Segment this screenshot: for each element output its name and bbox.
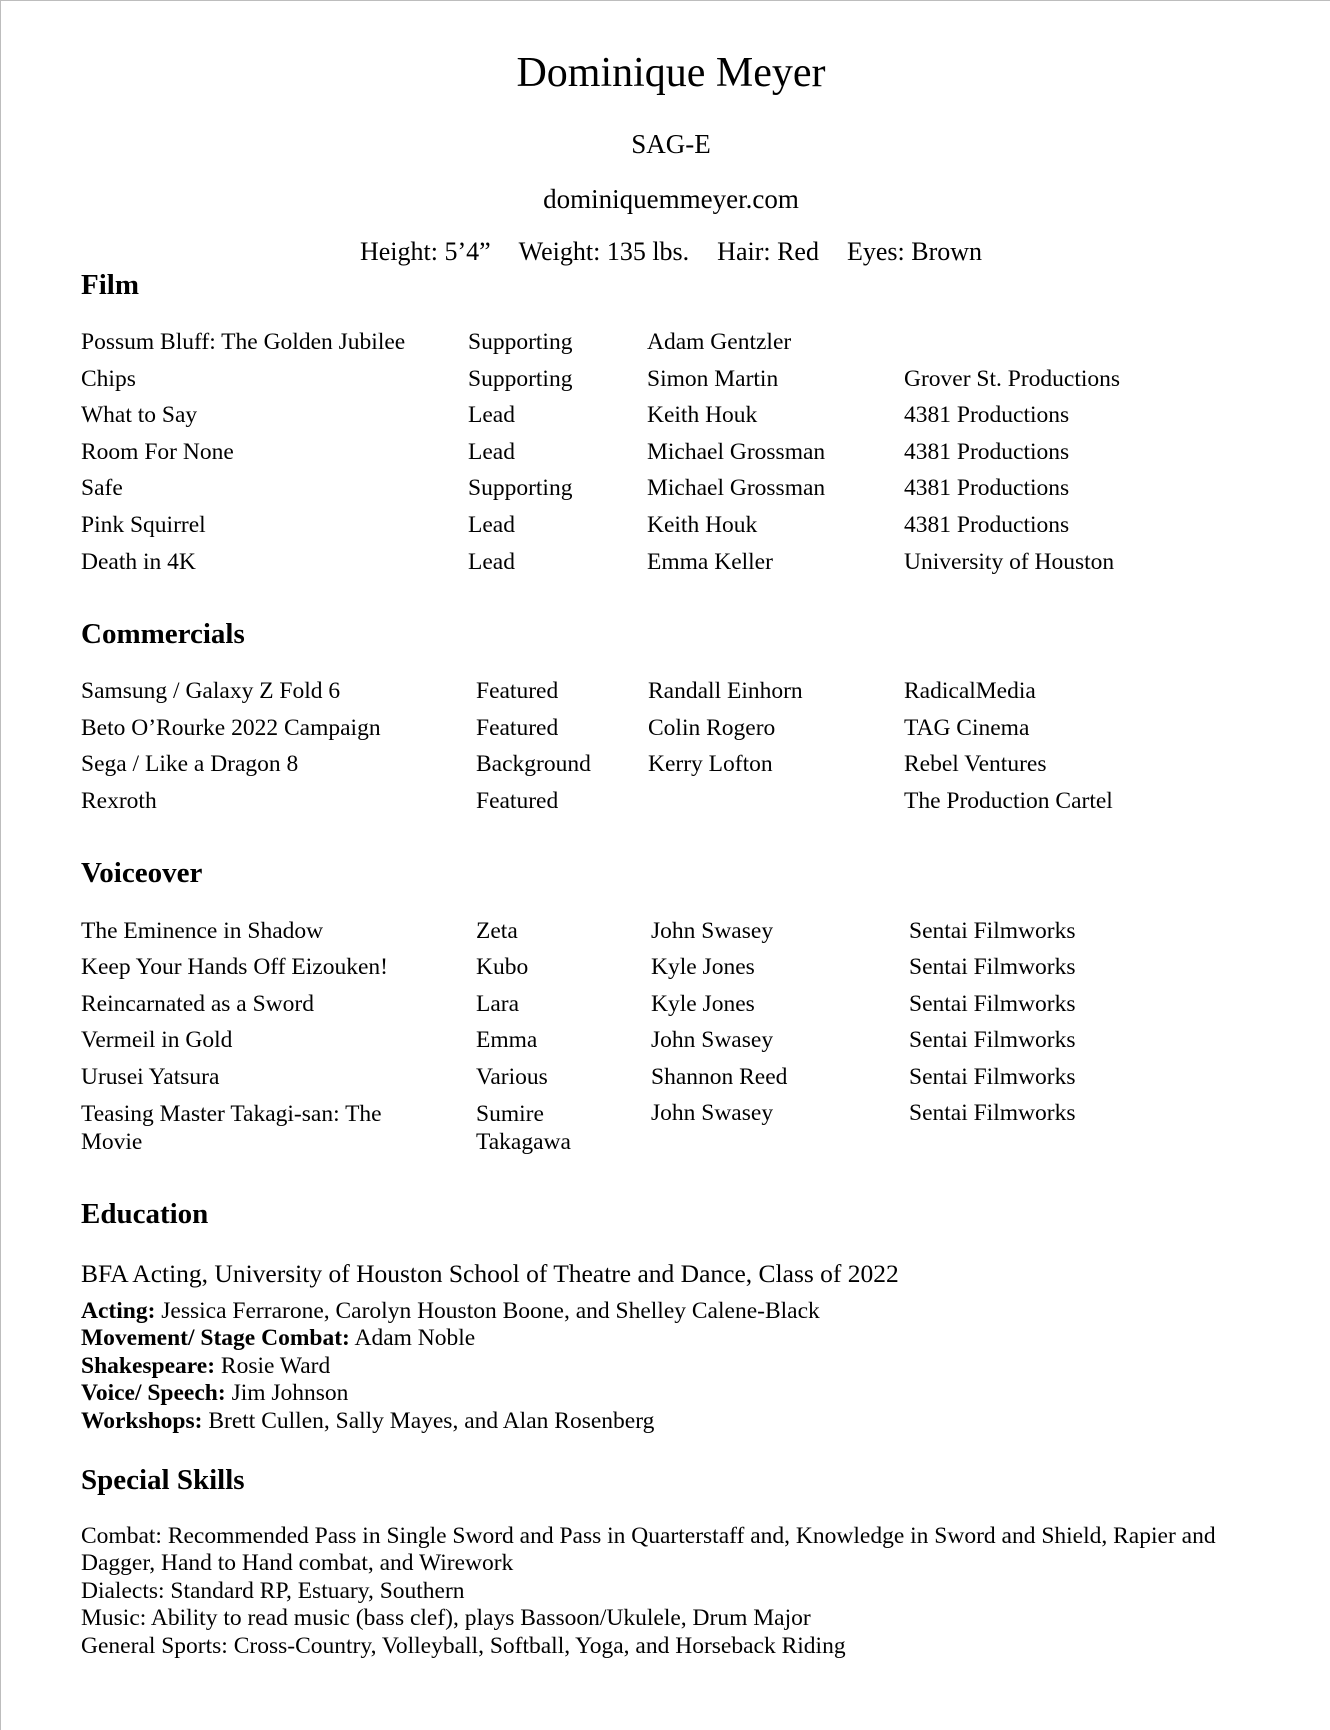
degree-text: BFA Acting, University of Houston School of Theatre and Dance, Class of 2022 [81,1259,899,1288]
voiceover-row [81,1027,1281,1063]
voiceover-row [81,918,1281,954]
credit-director: Michael Grossman [647,439,826,465]
skill-line: General Sports: Cross-Country, Volleyball, Softball, Yoga, and Horseback Riding [81,1633,846,1659]
credit-company: RadicalMedia [904,678,1036,704]
credit-director: Keith Houk [647,402,758,428]
credit-role: Supporting [468,329,573,355]
credit-title: Vermeil in Gold [81,1027,233,1053]
credit-role: Various [476,1064,548,1090]
credit-role: Featured [476,678,559,704]
credit-role: Lead [468,549,515,575]
credit-director: Kyle Jones [651,991,755,1017]
credit-director: Simon Martin [647,366,779,392]
credit-role: Kubo [476,954,529,980]
credit-role: Lara [476,991,520,1017]
credit-role: Lead [468,512,515,538]
credit-company: 4381 Productions [904,475,1070,501]
credit-title: Room For None [81,439,234,465]
skill-line: Dagger, Hand to Hand combat, and Wirework [81,1550,514,1576]
credit-title: Rexroth [81,788,157,814]
section-heading-skills: Special Skills [81,1464,245,1496]
voiceover-row [81,991,1281,1027]
union-status: SAG-E [631,129,711,159]
credit-title: Safe [81,475,123,501]
commercial-row [81,678,1281,714]
credit-title: Urusei Yatsura [81,1064,220,1090]
credit-company: 4381 Productions [904,439,1070,465]
credit-title: Sega / Like a Dragon 8 [81,751,299,777]
credit-director: Randall Einhorn [648,678,803,704]
credit-director: Adam Gentzler [647,329,792,355]
credit-title: Reincarnated as a Sword [81,991,314,1017]
credit-director: Kyle Jones [651,954,755,980]
credit-company: Sentai Filmworks [909,1027,1076,1053]
credit-company: University of Houston [904,549,1115,575]
credit-director: John Swasey [651,1027,774,1053]
credit-role: Supporting [468,475,573,501]
film-row [81,549,1281,585]
film-row [81,439,1281,475]
website-text: dominiquemmeyer.com [543,184,799,214]
skill-line: Dialects: Standard RP, Estuary, Southern [81,1578,465,1604]
credit-title: What to Say [81,402,198,428]
physical-stats [1,237,1330,267]
credit-company: Sentai Filmworks [909,918,1076,944]
training-label: Shakespeare: [81,1353,216,1379]
credit-title: Pink Squirrel [81,512,206,538]
skill-line: Combat: Recommended Pass in Single Sword and Pass in Quarterstaff and, Knowledge in Sword and Shield, Rapier and [81,1523,1216,1549]
credit-director: Shannon Reed [651,1064,788,1090]
training-value: Jessica Ferrarone, Carolyn Houston Boone, and Shelley Calene-Black [161,1298,820,1324]
section-heading-education: Education [81,1198,209,1230]
credit-director: John Swasey [651,1100,774,1126]
training-value: Jim Johnson [231,1380,349,1406]
credit-director: Colin Rogero [648,715,776,741]
training-label: Movement/ Stage Combat: [81,1325,350,1351]
film-row [81,475,1281,511]
credit-company: Rebel Ventures [904,751,1047,777]
training-line [81,1353,330,1380]
credit-director: Keith Houk [647,512,758,538]
credit-role: Emma [476,1027,538,1053]
training-line [81,1380,348,1407]
credit-director: Emma Keller [647,549,773,575]
credit-director: John Swasey [651,918,774,944]
skill-line: Music: Ability to read music (bass clef), plays Bassoon/Ukulele, Drum Major [81,1605,811,1631]
commercial-row [81,788,1281,824]
voiceover-row [81,1064,1281,1100]
credit-company: Grover St. Productions [904,366,1121,392]
stat-weight: Weight: 135 lbs. [518,237,690,266]
credit-role: Featured [476,788,559,814]
credit-company: Sentai Filmworks [909,991,1076,1017]
credit-role: Lead [468,402,515,428]
credit-title: Death in 4K [81,549,196,575]
commercial-row [81,751,1281,787]
film-row [81,366,1281,402]
credit-company: Sentai Filmworks [909,954,1076,980]
credit-title: Keep Your Hands Off Eizouken! [81,954,388,980]
training-label: Workshops: [81,1408,203,1434]
credit-role: Zeta [476,918,518,944]
film-row [81,512,1281,548]
actor-name: Dominique Meyer [516,50,826,96]
section-heading-commercials: Commercials [81,618,245,650]
credit-director: Kerry Lofton [648,751,773,777]
training-line [81,1325,475,1352]
credit-director: Michael Grossman [647,475,826,501]
credit-title: Beto O’Rourke 2022 Campaign [81,715,381,741]
section-heading-voiceover: Voiceover [81,857,203,889]
credit-title: Samsung / Galaxy Z Fold 6 [81,678,341,704]
credit-company: The Production Cartel [904,788,1113,814]
training-value: Brett Cullen, Sally Mayes, and Alan Rosenberg [208,1408,655,1434]
voiceover-row [81,954,1281,990]
training-label: Voice/ Speech: [81,1380,226,1406]
film-row [81,329,1281,365]
credit-company: 4381 Productions [904,402,1070,428]
section-heading-film: Film [81,269,139,301]
credit-title: Possum Bluff: The Golden Jubilee [81,329,406,355]
credit-role: Supporting [468,366,573,392]
credit-company: TAG Cinema [904,715,1030,741]
credit-role: Featured [476,715,559,741]
credit-role: Background [476,751,591,777]
stat-eyes: Eyes: Brown [846,237,983,266]
commercial-row [81,715,1281,751]
credit-title: Chips [81,366,136,392]
credit-title: Teasing Master Takagi-san: The Movie [81,1101,382,1155]
training-value: Rosie Ward [220,1353,331,1379]
credit-company: Sentai Filmworks [909,1064,1076,1090]
training-line [81,1298,820,1325]
credit-company: Sentai Filmworks [909,1100,1076,1126]
stat-height: Height: 5’4” [359,237,491,266]
training-value: Adam Noble [354,1325,476,1351]
training-label: Acting: [81,1298,156,1324]
film-row [81,402,1281,438]
stat-hair: Hair: Red [717,237,819,266]
voiceover-row [81,1100,1281,1160]
credit-company: 4381 Productions [904,512,1070,538]
credit-role: Lead [468,439,515,465]
training-line [81,1408,654,1435]
credit-role: Sumire Takagawa [476,1101,571,1155]
credit-title: The Eminence in Shadow [81,918,324,944]
